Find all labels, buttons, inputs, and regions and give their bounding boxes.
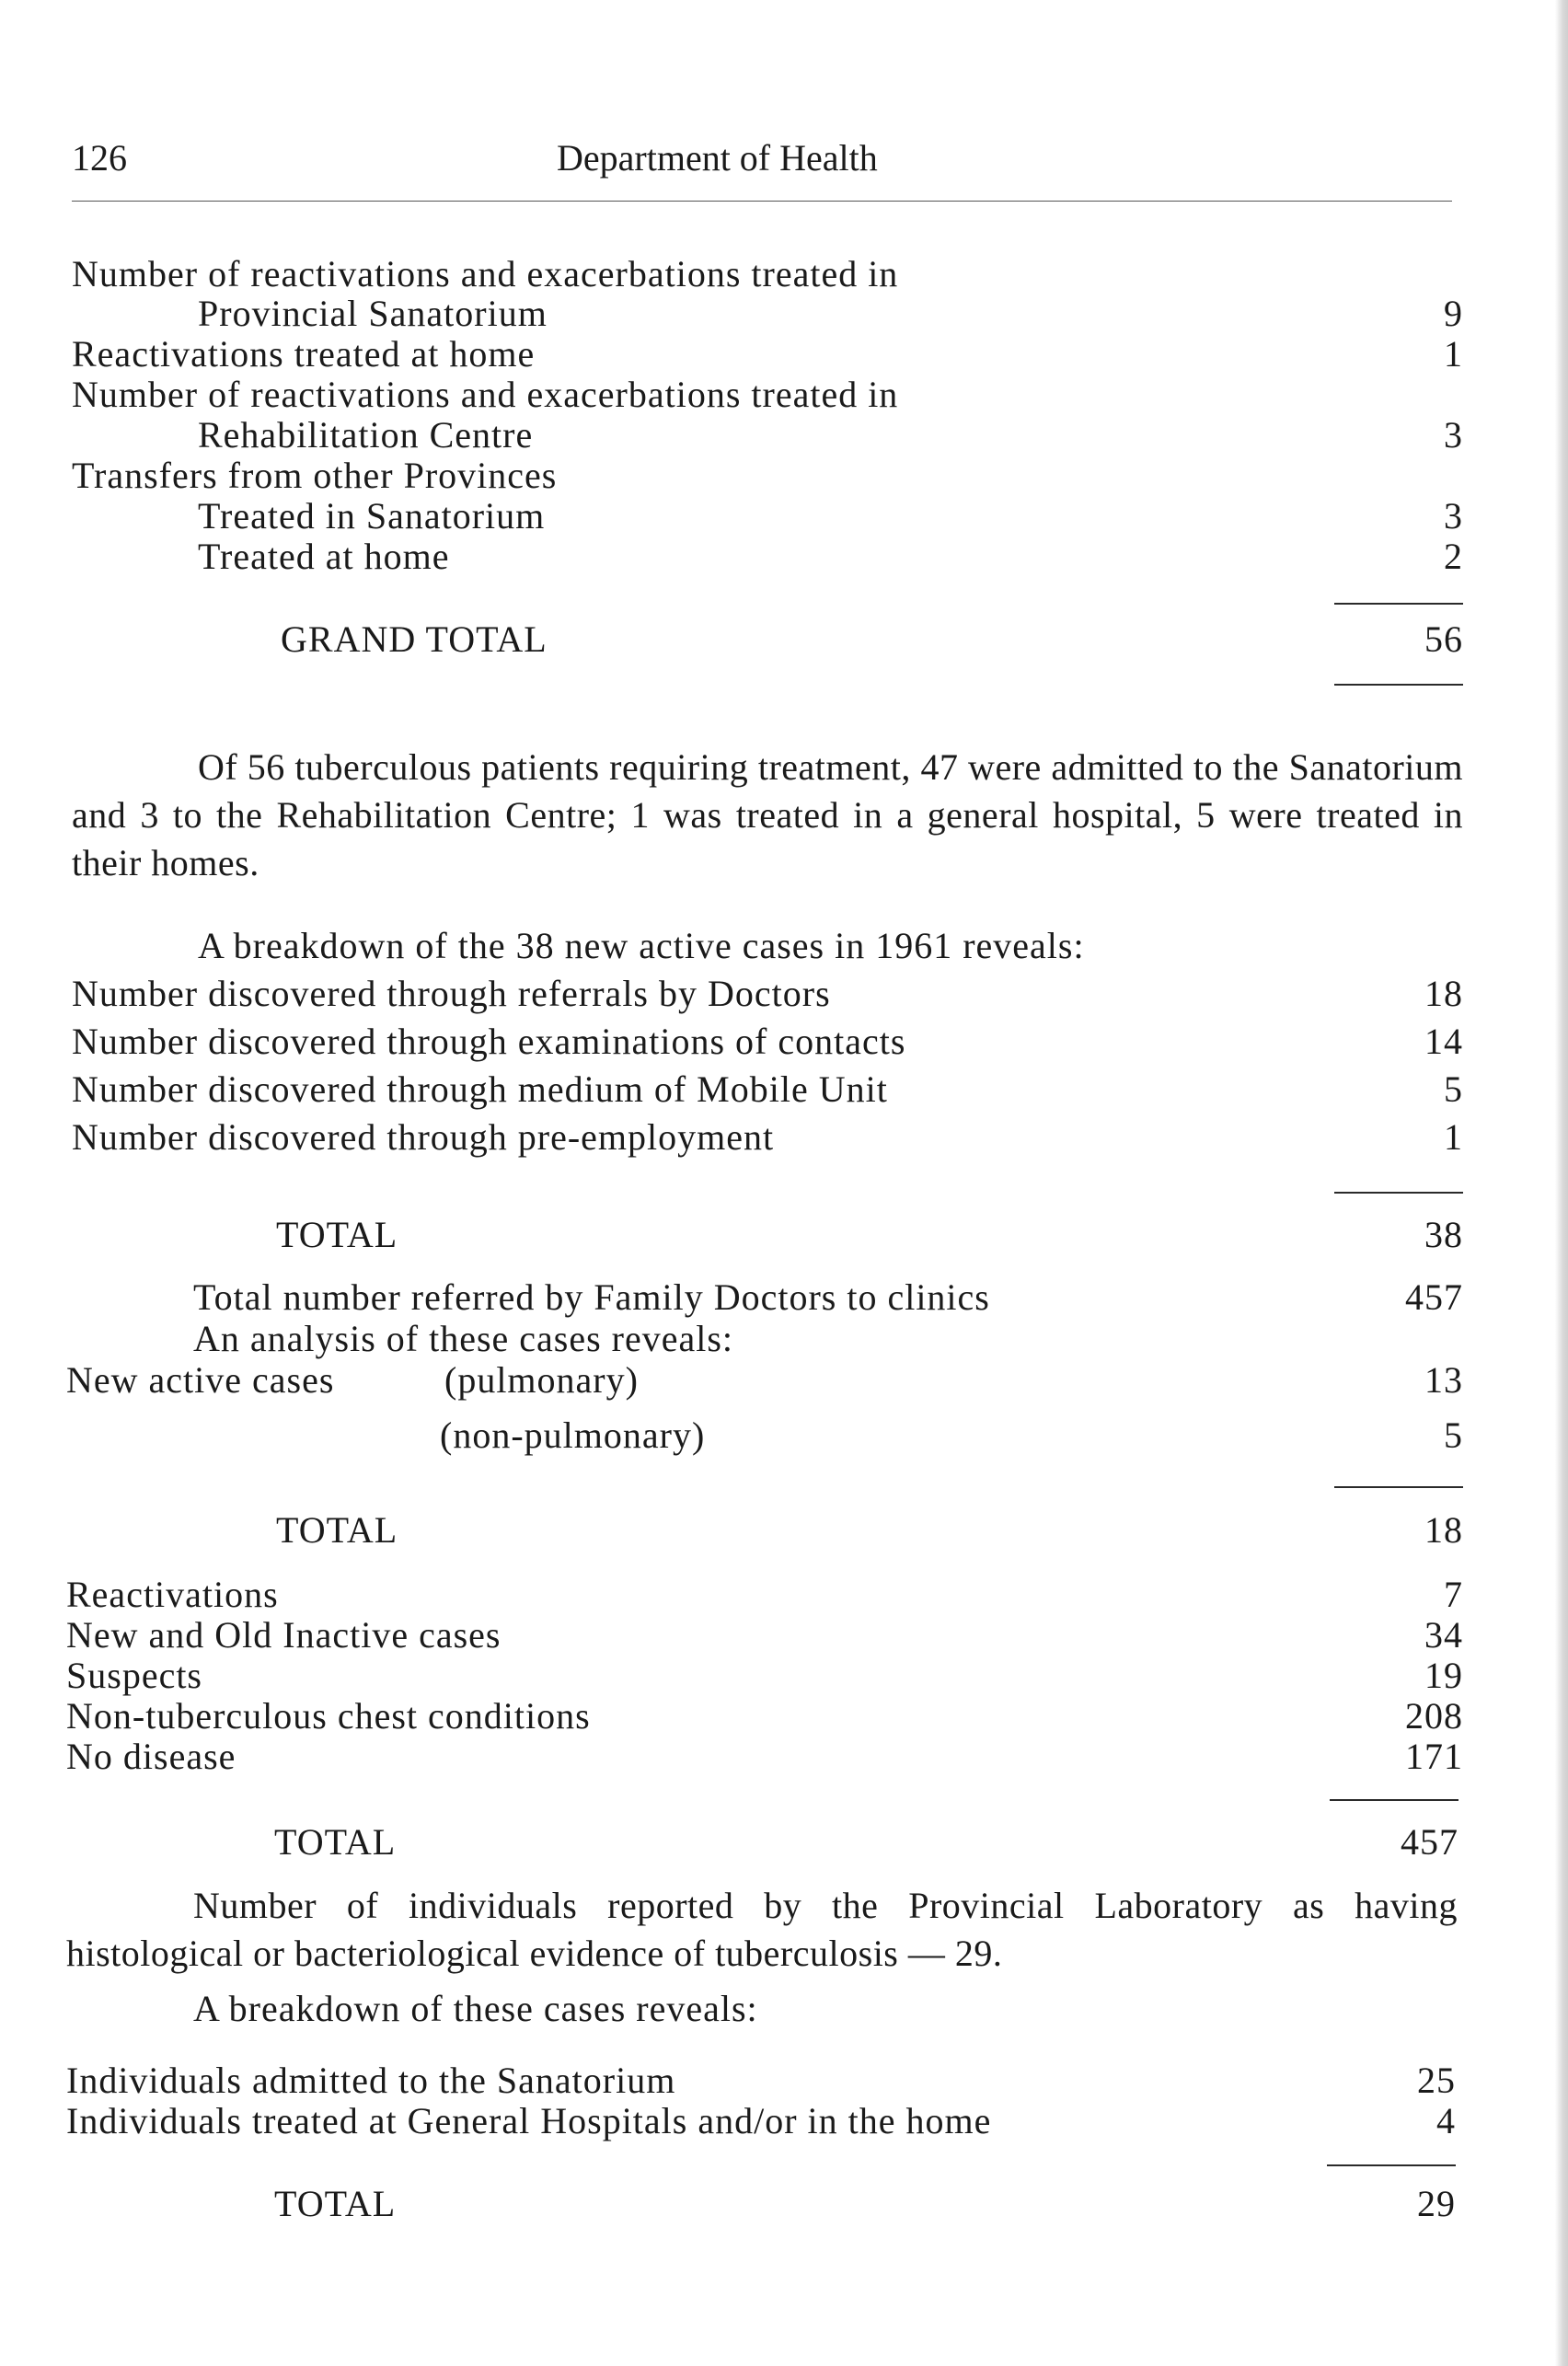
value-cell: 2 [1444, 536, 1463, 577]
table-row-value: 4 [1436, 2100, 1456, 2141]
table-row-value: 18 [1424, 973, 1463, 1014]
text-line: New active cases [66, 1359, 335, 1401]
text-line: Treated in Sanatorium [198, 495, 546, 537]
value-cell: 3 [1444, 414, 1463, 456]
table-row-label: New and Old Inactive cases [66, 1614, 502, 1656]
paragraph: Number of individuals reported by the Provincial Laboratory as having histological or bacteriological evidence of tuberculosis — 29. [66, 1885, 1458, 1974]
table-row-label: Suspects [66, 1655, 202, 1696]
page-edge-shadow [1555, 0, 1568, 2366]
section-intro: A breakdown of these cases reveals: [193, 1988, 758, 2029]
total-label: TOTAL [274, 2183, 397, 2224]
section-intro: A breakdown of the 38 new active cases in 1961 reveals: [198, 925, 1085, 966]
total-label: TOTAL [276, 1214, 398, 1255]
table-row-value: 19 [1424, 1655, 1463, 1696]
table-row-value: 7 [1444, 1574, 1463, 1615]
total-value: 38 [1424, 1214, 1463, 1255]
table-row-label: Number discovered through pre-employment [72, 1116, 775, 1158]
page-title: Department of Health [557, 137, 878, 179]
table-row-value: 1 [1444, 1116, 1463, 1158]
text-line: Treated at home [198, 536, 450, 577]
total-rule [1334, 603, 1463, 605]
value-cell: 457 [1405, 1276, 1463, 1318]
total-value: 29 [1417, 2183, 1456, 2224]
table-row-label: No disease [66, 1736, 236, 1777]
paragraph: Of 56 tuberculous patients requiring treatment, 47 were admitted to the Sanatorium and 3 to the Rehabilitation Centre; 1 was treated in a general hospital, 5 were treated in their homes. [72, 746, 1463, 883]
table-row-label: Individuals treated at General Hospitals and/or in the home [66, 2100, 992, 2141]
text-line: Provincial Sanatorium [198, 293, 548, 334]
total-rule [1330, 1799, 1458, 1801]
total-label: TOTAL [276, 1509, 398, 1551]
total-value: 457 [1401, 1821, 1458, 1863]
header-divider [72, 201, 1452, 202]
table-row-label: Number discovered through referrals by Doctors [72, 973, 831, 1014]
table-row-value: 34 [1424, 1614, 1463, 1656]
text-line: Number of reactivations and exacerbations treated in [72, 374, 899, 415]
table-row-label: Non-tuberculous chest conditions [66, 1695, 591, 1737]
value-cell: 5 [1444, 1414, 1463, 1456]
value-cell: 1 [1444, 333, 1463, 375]
text-line: An analysis of these cases reveals: [193, 1318, 734, 1359]
table-row-label: Reactivations [66, 1574, 279, 1615]
total-rule [1327, 2164, 1456, 2166]
table-row-value: 25 [1417, 2060, 1456, 2101]
total-rule [1334, 1486, 1463, 1488]
page-number: 126 [72, 137, 127, 179]
table-row-label: Number discovered through examinations of contacts [72, 1021, 906, 1062]
table-row-value: 208 [1405, 1695, 1463, 1737]
text-line: Transfers from other Provinces [72, 455, 558, 496]
text-line: (pulmonary) [444, 1359, 639, 1401]
grand-total-value: 56 [1424, 618, 1463, 660]
text-line: Reactivations treated at home [72, 333, 536, 375]
table-row-value: 14 [1424, 1021, 1463, 1062]
value-cell: 13 [1424, 1359, 1463, 1401]
total-rule [1334, 684, 1463, 686]
table-row-label: Number discovered through medium of Mobile Unit [72, 1068, 888, 1110]
text-line: Total number referred by Family Doctors to clinics [193, 1276, 990, 1318]
table-row-value: 5 [1444, 1068, 1463, 1110]
table-row-label: Individuals admitted to the Sanatorium [66, 2060, 676, 2101]
text-line: Rehabilitation Centre [198, 414, 534, 456]
total-label: TOTAL [274, 1821, 397, 1863]
total-value: 18 [1424, 1509, 1463, 1551]
total-rule [1334, 1192, 1463, 1194]
table-row-value: 171 [1405, 1736, 1463, 1777]
text-line: (non-pulmonary) [440, 1414, 706, 1456]
value-cell: 9 [1444, 293, 1463, 334]
value-cell: 3 [1444, 495, 1463, 537]
grand-total-label: GRAND TOTAL [281, 618, 548, 660]
text-line: Number of reactivations and exacerbations treated in [72, 253, 899, 294]
